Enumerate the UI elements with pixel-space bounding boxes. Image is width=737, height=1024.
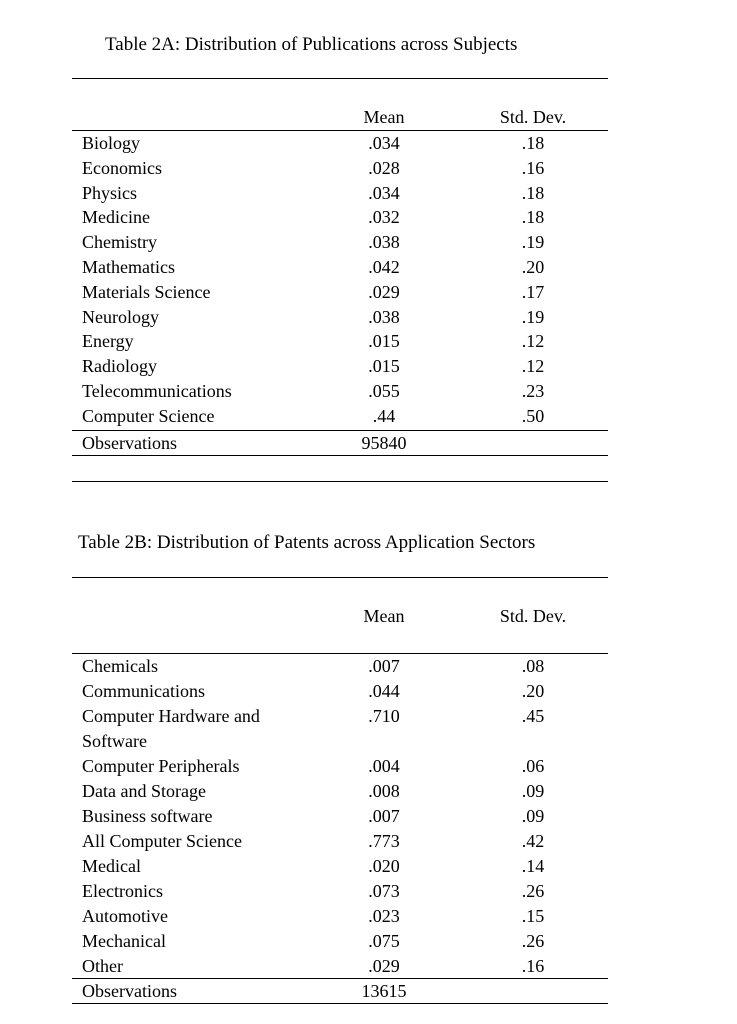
table-2b-row-label: Chemicals [82, 656, 158, 676]
table-2a-observations-value: 95840 [361, 433, 407, 453]
table-2b-top-rule [72, 577, 608, 578]
table-2b-row-sd: .26 [521, 881, 545, 901]
table-2b-row-sd: .09 [521, 806, 545, 826]
table-2a-row-sd: .16 [521, 157, 545, 178]
table-2a-row-mean: .038 [368, 306, 400, 327]
table-2a-row-mean: .042 [368, 257, 400, 277]
table-2a-row-mean: .055 [368, 381, 400, 401]
table-2b-row-sd: .26 [521, 931, 545, 951]
table-2a-row-sd: .18 [521, 133, 545, 153]
table-2a-row-label: Energy [82, 331, 134, 352]
table-2b-row-label: Other [82, 956, 123, 976]
table-2b-row-sd: .06 [521, 756, 545, 776]
table-2b-row-sd: .09 [521, 781, 545, 801]
table-2a-top-rule [72, 78, 608, 79]
table-2b-row-label: Data and Storage [82, 781, 206, 801]
table-2a-header-mean: Mean [363, 107, 405, 127]
table-2a-row-label: Radiology [82, 356, 157, 377]
table-2b-row-mean: .075 [368, 931, 400, 951]
table-2b-row-label: Automotive [82, 906, 168, 926]
table-2a-row-sd: .19 [521, 232, 545, 253]
table-2b-row-label: Mechanical [82, 931, 166, 951]
table-2b-row-mean: .007 [368, 656, 400, 676]
table-2a-row-sd: .17 [521, 281, 545, 302]
table-2b-row-mean: .004 [368, 756, 400, 776]
table-2b-row-label: Computer Hardware and [82, 706, 260, 726]
table-2a-row-mean: .029 [368, 281, 400, 302]
table-2a-row-sd: .18 [521, 207, 545, 228]
table-2b-row-mean: .044 [368, 681, 400, 701]
table-2a-header-rule [72, 130, 608, 131]
table-2b-obs-rule [72, 978, 608, 979]
table-2a-title: Table 2A: Distribution of Publications across Subjects [105, 34, 518, 55]
table-2b-row-mean: .007 [368, 806, 400, 826]
table-2a-row-label: Biology [82, 133, 141, 153]
table-2b-row-sd: .42 [521, 831, 545, 851]
table-2b-header-mean: Mean [363, 606, 405, 626]
table-2a-row-sd: .12 [521, 331, 545, 352]
table-2b-row-label: Communications [82, 681, 205, 701]
table-2a-bottom-rule [72, 455, 608, 456]
table-2a-row-mean: .038 [368, 232, 400, 253]
table-2b-row-sd: .45 [521, 706, 545, 726]
table-2b-row-mean: .008 [368, 781, 400, 801]
table-2b-row-sd: .20 [521, 681, 545, 701]
table-2a-row-sd: .20 [521, 257, 545, 277]
table-2b-title: Table 2B: Distribution of Patents across Application Sectors [78, 532, 536, 553]
table-2a-row-label: Physics [82, 182, 138, 203]
table-2a-row-mean: .034 [368, 133, 400, 153]
table-2a-row-mean: .028 [368, 157, 400, 178]
table-2b-row-label: Business software [82, 806, 213, 826]
table-2b-observations-value: 13615 [361, 981, 407, 1001]
table-2b-row-sd: .14 [521, 856, 545, 876]
table-2a-row-mean: .034 [368, 182, 400, 203]
table-2a-row-mean: .015 [368, 331, 400, 352]
table-2a-row-sd: .50 [521, 405, 545, 426]
table-2a-row-mean: .44 [372, 405, 396, 426]
table-2b-row-label: Electronics [82, 881, 163, 901]
table-2a-row-label: Materials Science [82, 281, 211, 302]
table-2a-row-label: Economics [82, 157, 162, 178]
table-2b-row-sd: .08 [521, 656, 545, 676]
table-2b-header-sd: Std. Dev. [499, 606, 567, 626]
table-2a-obs-rule [72, 430, 608, 431]
table-2b-row-mean: .029 [368, 956, 400, 976]
table-2b-row-label: All Computer Science [82, 831, 242, 851]
table-2b-row-sd: .16 [521, 956, 545, 976]
table-2a-row-label: Medicine [82, 207, 150, 228]
table-2a-row-label: Mathematics [82, 257, 175, 277]
table-2a-row-sd: .12 [521, 356, 545, 377]
table-2a-header-sd: Std. Dev. [499, 107, 567, 127]
table-2a-observations-label: Observations [82, 433, 177, 453]
table-2b-header-rule [72, 653, 608, 654]
table-2a-row-label: Telecommunications [82, 381, 232, 401]
table-2b-row-label: Computer Peripherals [82, 756, 240, 776]
table-2b-row-mean: .773 [368, 831, 400, 851]
table-2b-row-mean: .073 [368, 881, 400, 901]
table-2a-row-label: Chemistry [82, 232, 157, 253]
table-2b-row-sd: .15 [521, 906, 545, 926]
table-2b-row-mean: .020 [368, 856, 400, 876]
table-2b-observations-label: Observations [82, 981, 177, 1001]
table-2a-row-sd: .18 [521, 182, 545, 203]
table-2a-row-sd: .19 [521, 306, 545, 327]
table-2a-row-mean: .032 [368, 207, 400, 228]
table-2b-row-label: Medical [82, 856, 141, 876]
table-2b-row-mean: .023 [368, 906, 400, 926]
table-2a-row-sd: .23 [521, 381, 545, 401]
table-2b-row-mean: .710 [368, 706, 400, 726]
table-2a-end-rule [72, 481, 608, 482]
table-2a-row-label: Neurology [82, 306, 159, 327]
table-2a-row-mean: .015 [368, 356, 400, 377]
table-2b-row-label-continued: Software [82, 731, 147, 751]
table-2a-row-label: Computer Science [82, 405, 215, 426]
table-2b-bottom-rule [72, 1003, 608, 1004]
